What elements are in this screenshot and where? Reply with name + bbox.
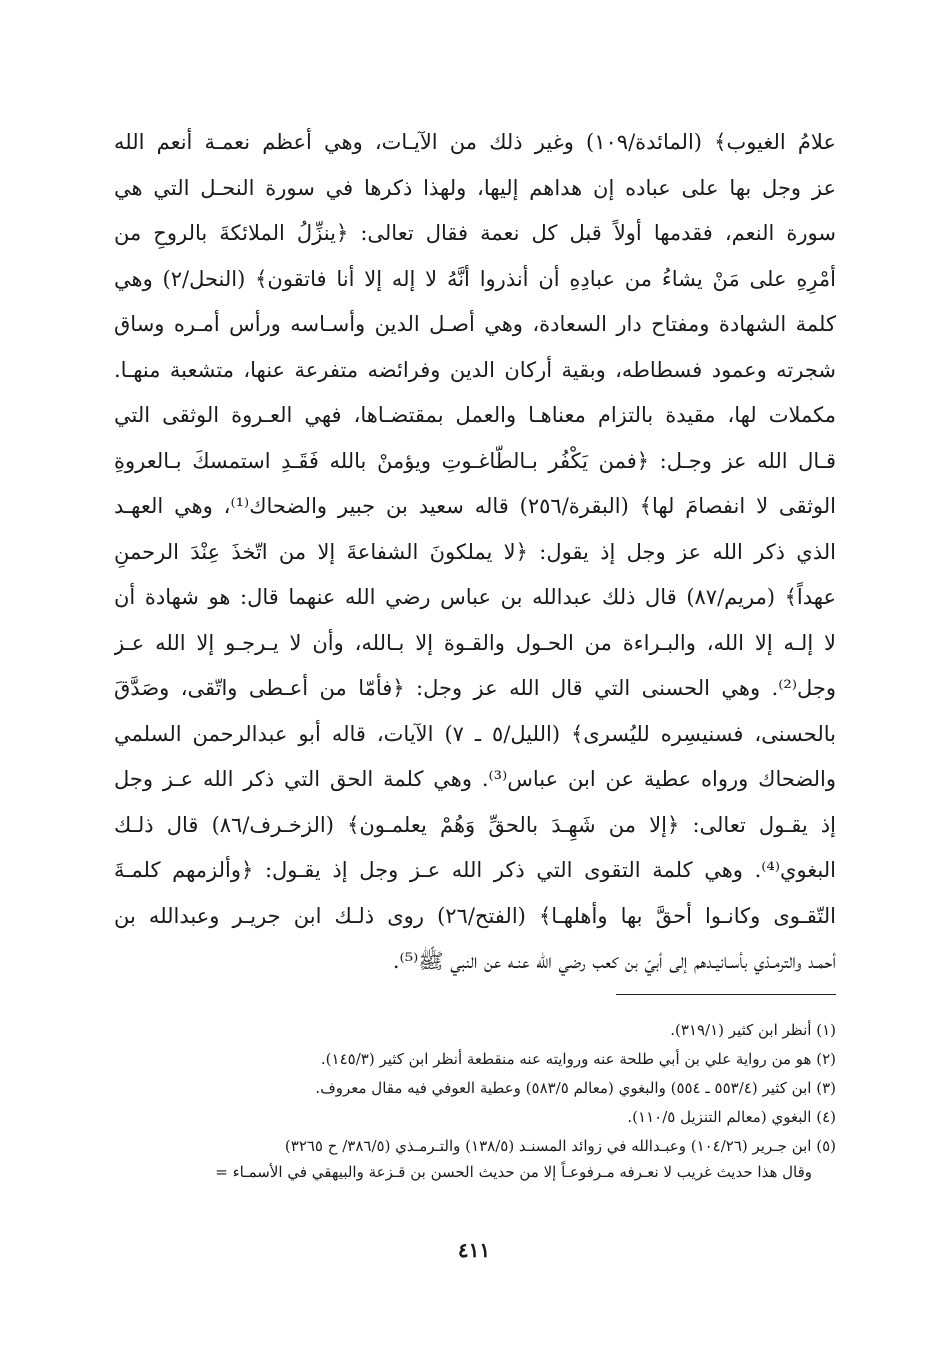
- text-line: قـال الله عز وجـل: ﴿فمن يَكْفُر بـالطّاغـوتِ ويؤمنْ بالله فَقَـدِ استمسكَ بـالعروةِ: [114, 448, 836, 473]
- text-line: شجرته وعمود فسطاطه، وبقية أركان الدين وفرائضه متفرعة عنها، متشعبة منهـا.: [114, 357, 836, 382]
- main-text: [114, 120, 836, 985]
- text-line: البغوي⁽⁴⁾. وهي كلمة التقوى التي ذكر الله عـز وجل إذ يقـول: ﴿وألزمهم كلمـةَ: [114, 858, 836, 882]
- text-line: أحمـد والترمـذي بأسـانيـدهم إلى أبيّ بن كعب رضي الله عنـه عن النبي ﷺ⁽⁵⁾.: [392, 949, 836, 973]
- text-line: علامُ الغيوب﴾ (المائدة/١٠٩) وغير ذلك من الآيـات، وهي أعظم نعمـة أنعم الله: [114, 130, 836, 154]
- text-line: مكملات لها، مقيدة بالتزام معناهـا والعمل بمقتضـاها، فهي العـروة الوثقى التي: [114, 403, 836, 427]
- text-line: والضحاك ورواه عطية عن ابن عباس⁽³⁾. وهي كلمة الحق التي ذكر الله عـز وجل: [114, 767, 836, 791]
- text-line: عهداً﴾ (مريم/٨٧) قال ذلك عبدالله بن عباس رضي الله عنهما قال: هو شهادة أن: [114, 585, 836, 609]
- text-line: الوثقى لا انفصامَ لها﴾ (البقرة/٢٥٦) قاله سعيد بن جبير والضحاك⁽¹⁾، وهي العهـد: [114, 494, 836, 518]
- text-line: وجل⁽²⁾. وهي الحسنى التي قال الله عز وجل: ﴿فأمّا من أعـطى واتّقى، وصَدَّقَ: [114, 676, 836, 700]
- text-line: لا إلـه إلا الله، والبـراءة من الحـول والقـوة إلا بـالله، وأن لا يـرجـو إلا الله عـز: [114, 630, 836, 655]
- text-line: كلمة الشهادة ومفتاح دار السعادة، وهي أصـل الدين وأسـاسه ورأس أمـره وساق: [114, 312, 836, 336]
- page-number: ٤١١: [457, 1238, 491, 1262]
- footnote: (٥) ابن جـرير (١٠٤/٢٦) وعبـدالله في زوائد المسنـد (١٣٨/٥) والتـرمـذي (٣٨٦/٥/ ح ٣٢٦٥): [284, 1137, 836, 1155]
- text-line: سورة النعم، فقدمها أولاً قبل كل نعمة فقال تعالى: ﴿ينزِّلُ الملائكةَ بالروحِ من: [114, 221, 836, 245]
- footnote: (٣) ابن كثير (٥٥٣/٤ ـ ٥٥٤) والبغوي (معالم ٥٨٣/٥) وعطية العوفي فيه مقال معروف.: [315, 1079, 836, 1097]
- text-line: الذي ذكر الله عز وجل إذ يقول: ﴿لا يملكونَ الشفاعةَ إلا من اتّخذَ عِنْدَ الرحمنِ: [114, 539, 836, 564]
- footnote: (٢) هو من رواية علي بن أبي طلحة عنه وروايته عنه منقطعة أنظر ابن كثير (١٤٥/٣).: [320, 1050, 836, 1068]
- text-line: التّقـوى وكانـوا أحقَّ بها وأهلهـا﴾ (الفتح/٢٦) روى ذلـك ابن جريـر وعبدالله بن: [114, 903, 836, 928]
- footnotes: [114, 1016, 836, 1185]
- footnote: (١) أنظر ابن كثير (٣١٩/١).: [670, 1021, 836, 1039]
- footnote-continuation: وقال هذا حديث غريب لا نعـرفه مـرفوعـاً إلا من حديث الحسن بن قـزعة والبيهقي في الأسمـاء =: [215, 1163, 812, 1181]
- text-line: عز وجل بها على عباده إن هداهم إليها، ولهذا ذكرها في سورة النحـل التي هي: [114, 175, 836, 200]
- footnote-separator: [616, 994, 836, 995]
- footnote: (٤) البغوي (معالم التنزيل ١١٠/٥).: [627, 1108, 836, 1126]
- text-line: بالحسنى، فسنيسِره لليُسرى﴾ (الليل/٥ ـ ٧) الآيات، قاله أبو عبدالرحمن السلمي: [114, 721, 836, 746]
- text-line: أمْرِهِ على مَنْ يشاءُ من عبادِهِ أن أنذروا أنَّهُ لا إله إلا أنا فاتقون﴾ (النحل/٢) وهي: [114, 266, 836, 291]
- text-line: إذ يقـول تعالى: ﴿إلا من شَهِـدَ بالحقِّ وَهُمْ يعلمـون﴾ (الزخـرف/٨٦) قال ذلـك: [114, 812, 836, 837]
